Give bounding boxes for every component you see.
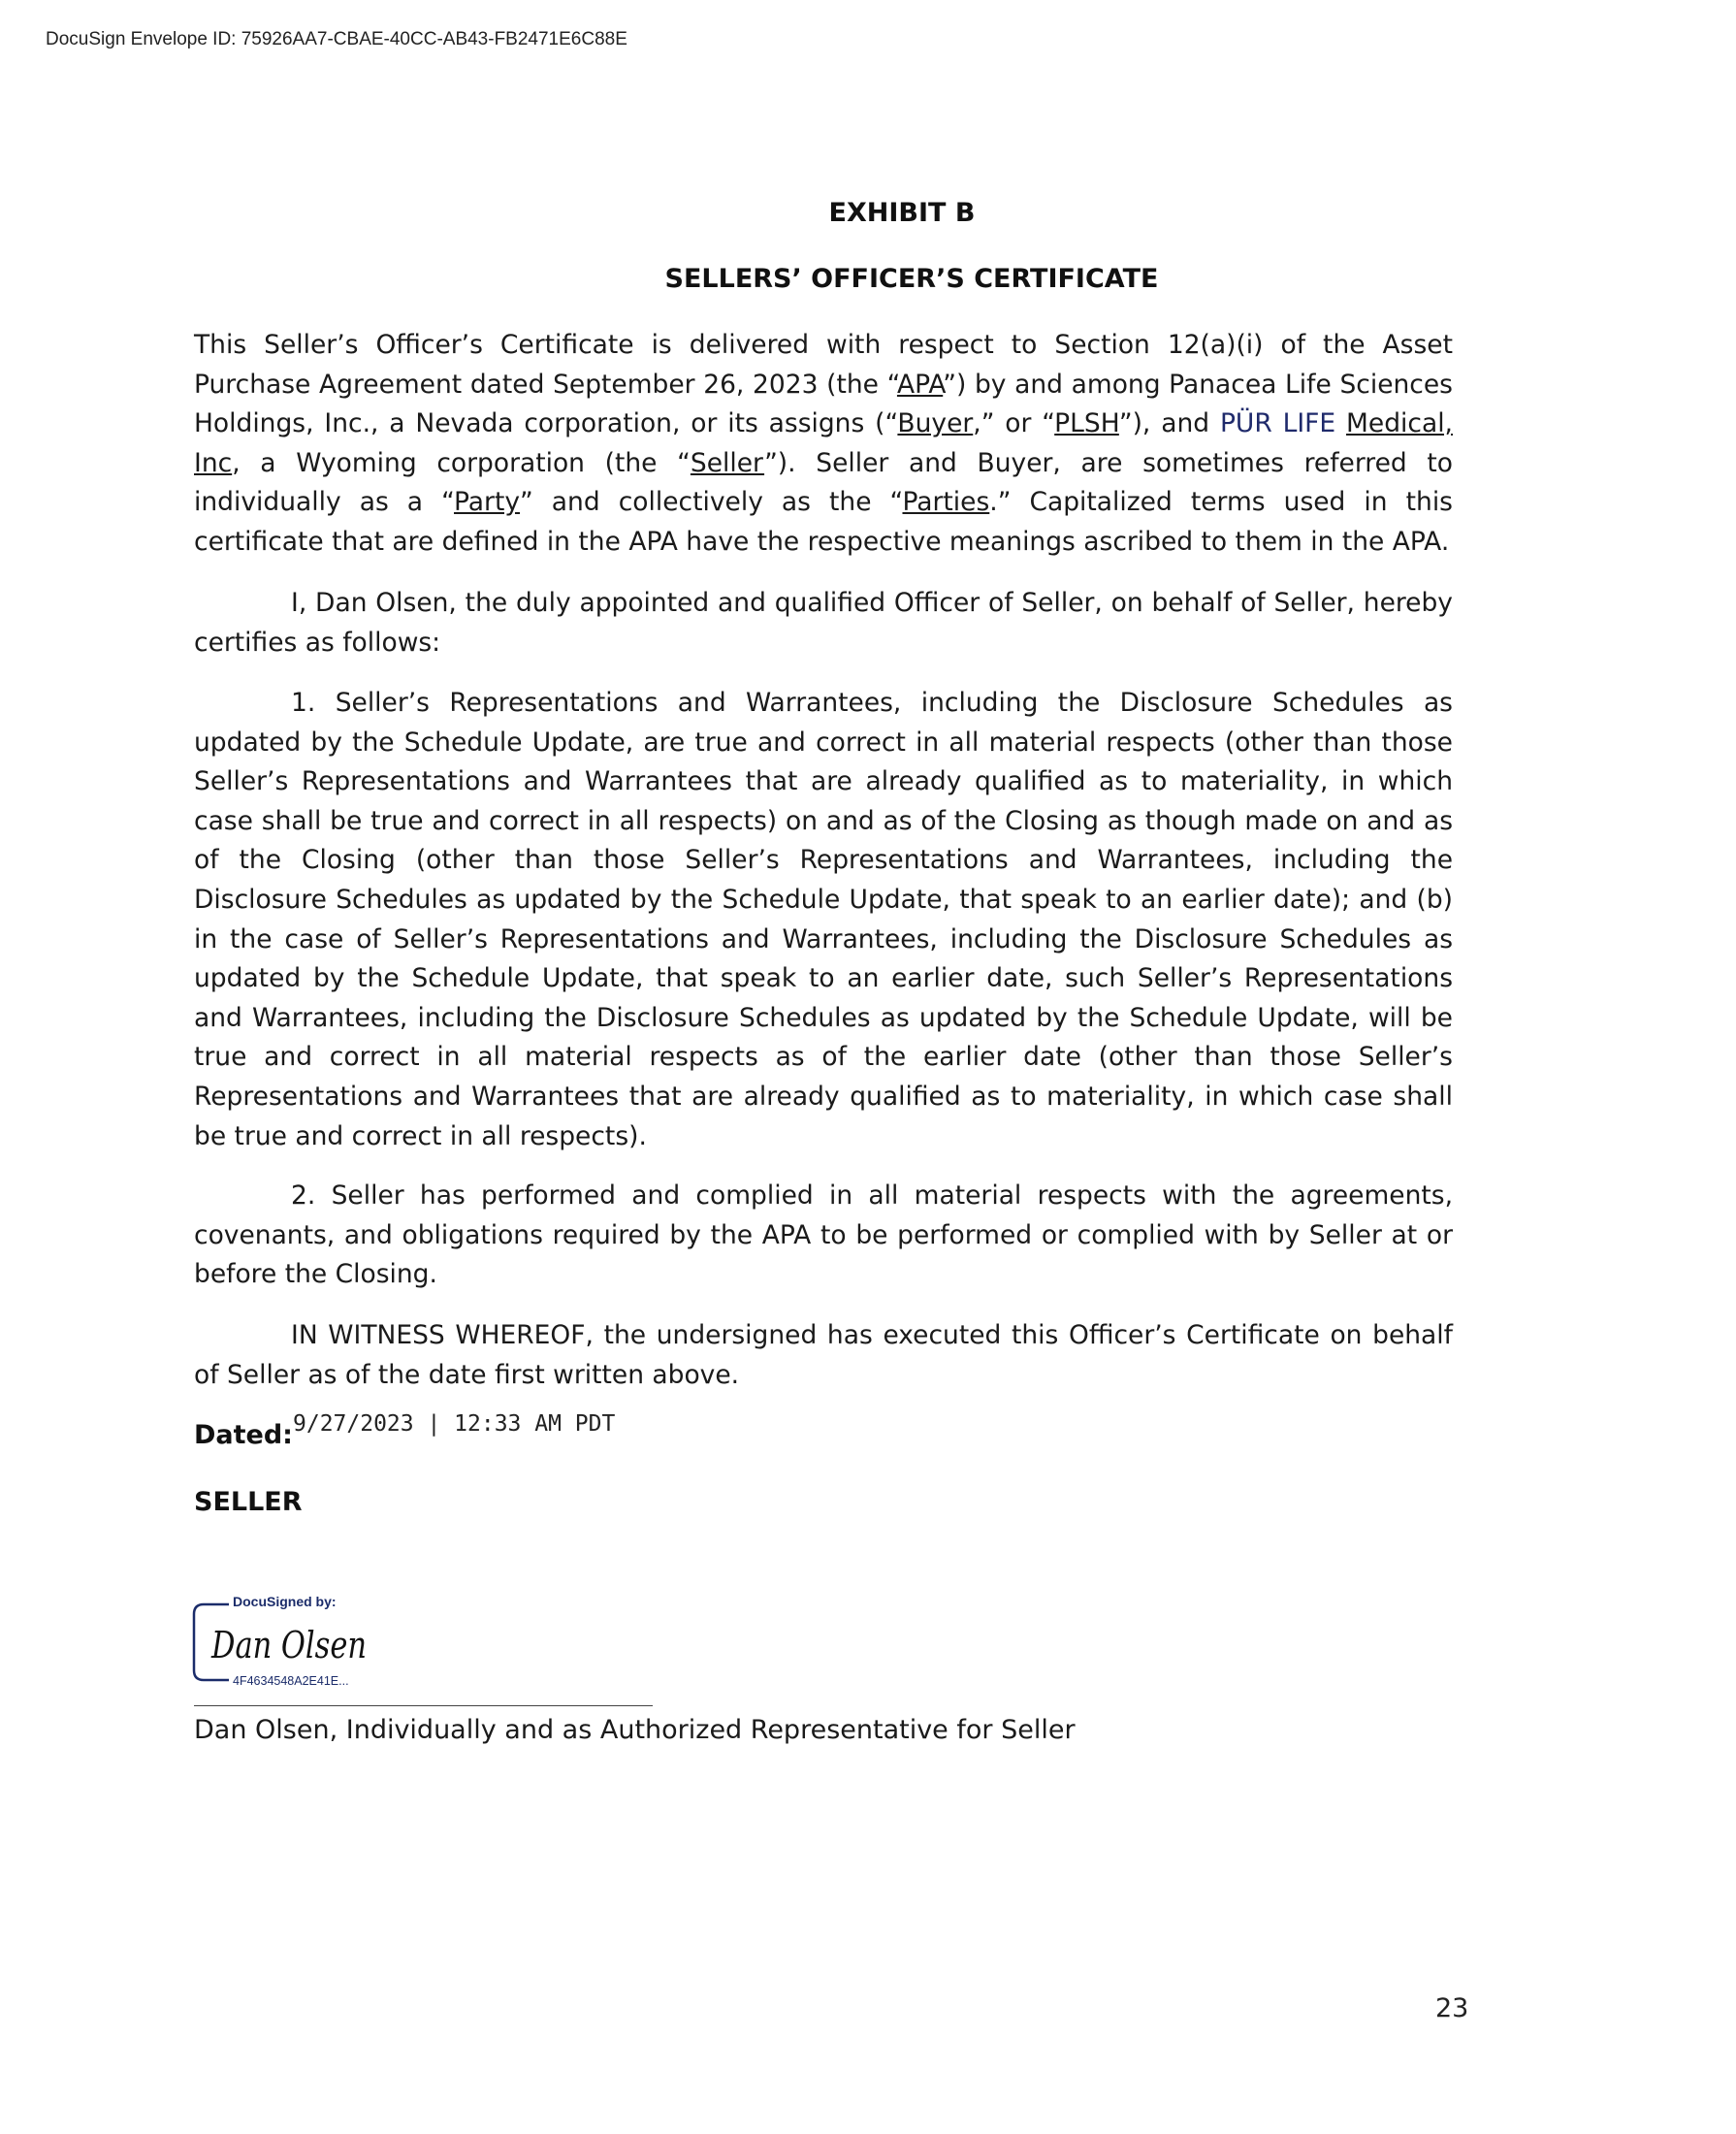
certificate-title: SELLERS’ OFFICER’S CERTIFICATE (664, 264, 1159, 294)
envelope-id: DocuSign Envelope ID: 75926AA7-CBAE-40CC-AB43-FB2471E6C88E (46, 29, 627, 49)
item-2 (194, 1177, 1453, 1295)
dated-label: Dated: (194, 1420, 293, 1450)
page-number: 23 (1435, 1993, 1469, 2023)
dated-value: 9/27/2023 | 12:33 AM PDT (293, 1411, 616, 1437)
item-2-number: 2. (291, 1180, 316, 1211)
intro-text: , a Wyoming corporation (the “ (232, 447, 691, 478)
item-1-number: 1. (291, 688, 316, 718)
signature-line (194, 1705, 653, 1706)
defined-term-seller: Seller (690, 447, 765, 478)
intro-text (1335, 408, 1346, 438)
item-1-text: Seller’s Representations and Warrantees, including the Disclosure Schedules as updated by the Schedule Update, are true and correct in all material respects (other than those Seller’s Representations and Warrantees that are already qualified as to materiality, in which case shall be true and correct in all respects) on and as of the Closing as though made on and as of the Closing (other than those Seller’s Representations and Warrantees, including the Disclosure Schedules as updated by the Schedule Update, that speak to an earlier date); and (b) in the case of Seller’s Representations and Warrantees, including the Disclosure Schedules as updated by the Schedule Update, that speak to an earlier date, such Seller’s Representations and Warrantees, including the Disclosure Schedules as updated by the Schedule Update, will be true and correct in all material respects as of the earlier date (other than those Seller’s Representations and Warrantees that are already qualified as to materiality, in which case shall be true and correct in all respects). (194, 688, 1453, 1151)
defined-term-party: Party (454, 487, 521, 518)
seller-label: SELLER (194, 1487, 303, 1517)
intro-text: ,” or “ (973, 408, 1055, 439)
defined-term-apa: APA (896, 369, 944, 400)
exhibit-title: EXHIBIT B (828, 198, 976, 228)
defined-term-parties: Parties (902, 487, 990, 518)
certify-paragraph: I, Dan Olsen, the duly appointed and qualified Officer of Seller, on behalf of Seller, hereby certifies as follows: (194, 588, 1453, 658)
intro-text: ”). Seller and Buyer, are sometimes referred to individually as a “ (194, 447, 1453, 518)
item-2-text: Seller has performed and complied in all material respects with the agreements, covenants, and obligations required by the APA to be performed or complied with by Seller at or before the Closing. (194, 1180, 1453, 1290)
defined-term-buyer: Buyer (897, 408, 974, 439)
defined-term-plsh: PLSH (1054, 408, 1119, 439)
docusigned-by-label: DocuSigned by: (233, 1594, 337, 1609)
handwritten-signature (209, 1619, 374, 1673)
company-name: Medical, Inc (194, 408, 1453, 478)
intro-text: This Seller’s Officer’s Certificate is delivered with respect to Section 12(a)(i) of the Asset Purchase Agreement dated September 26, 2023 (the “ (194, 330, 1453, 400)
item-1 (194, 684, 1453, 1156)
intro-text: ”) by and among Panacea Life Sciences Holdings, Inc., a Nevada corporation, or its assigns (“ (194, 369, 1453, 439)
witness-paragraph: IN WITNESS WHEREOF, the undersigned has executed this Officer’s Certificate on behalf of Seller as of the date first written above. (194, 1320, 1453, 1390)
intro-text: .” Capitalized terms used in this certificate that are defined in the APA have the respective meanings ascribed to them in the APA. (194, 487, 1453, 557)
intro-paragraph (194, 326, 1453, 563)
intro-text: ” and collectively as the “ (520, 487, 903, 518)
signature-script: Dan Olsen (210, 1624, 367, 1666)
brand-name: PÜR LIFE (1219, 408, 1336, 439)
signature-hash: 4F4634548A2E41E... (233, 1674, 349, 1688)
intro-text: ”), and (1118, 408, 1220, 439)
signer-name: Dan Olsen, Individually and as Authorized Representative for Seller (194, 1715, 1076, 1745)
